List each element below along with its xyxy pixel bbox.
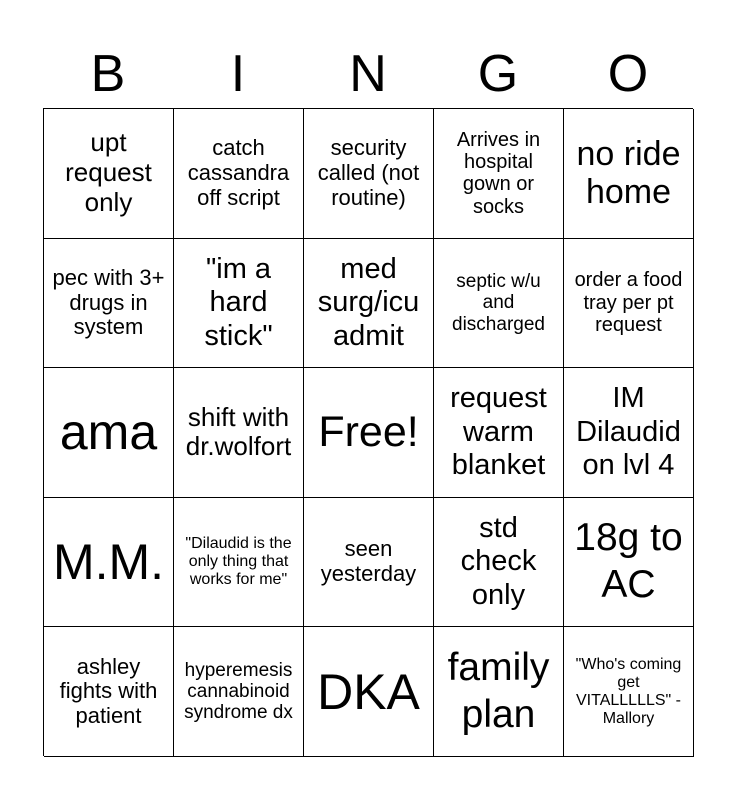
bingo-cell[interactable] — [304, 498, 434, 628]
cell-text: hyperemesis cannabinoid syndrome dx — [184, 659, 293, 724]
cell-text: upt request only — [65, 127, 152, 218]
cell-text: catch cassandra off script — [187, 135, 290, 210]
bingo-cell[interactable] — [174, 498, 304, 628]
bingo-cell[interactable] — [44, 109, 174, 239]
cell-text: no ride home — [576, 135, 681, 212]
cell-text: ashley fights with patient — [59, 653, 158, 728]
bingo-card — [43, 108, 693, 756]
header-letter-b: B — [90, 45, 126, 103]
bingo-cell[interactable] — [304, 239, 434, 369]
cell-text: M.M. — [52, 534, 165, 591]
bingo-cell[interactable] — [44, 239, 174, 369]
bingo-cell[interactable] — [174, 239, 304, 369]
bingo-cell[interactable] — [44, 498, 174, 628]
bingo-cell[interactable] — [564, 498, 694, 628]
bingo-cell[interactable] — [304, 109, 434, 239]
bingo-cell[interactable] — [564, 239, 694, 369]
cell-text: "Dilaudid is the only thing that works for me" — [185, 535, 292, 589]
cell-text: Free! — [318, 408, 419, 457]
header-letter-i: I — [230, 45, 246, 103]
cell-text: pec with 3+ drugs in system — [52, 264, 165, 340]
bingo-cell[interactable] — [564, 627, 694, 757]
cell-text: seen yesterday — [320, 536, 417, 587]
cell-text: IM Dilaudid on lvl 4 — [576, 382, 681, 482]
bingo-cell[interactable] — [174, 627, 304, 757]
bingo-cell[interactable] — [434, 368, 564, 498]
bingo-cell[interactable] — [434, 109, 564, 239]
bingo-cell[interactable] — [434, 239, 564, 369]
bingo-cell[interactable] — [304, 627, 434, 757]
free-space-cell[interactable] — [304, 368, 434, 498]
bingo-cell[interactable] — [174, 368, 304, 498]
bingo-cell[interactable] — [174, 109, 304, 239]
cell-text: 18g to AC — [574, 516, 683, 607]
cell-text: "Who's coming get VITALLLLLS" - Mallory — [575, 655, 682, 727]
header-letter-g: G — [477, 45, 519, 103]
cell-text: Arrives in hospital gown or socks — [456, 128, 541, 218]
cell-text: ama — [59, 404, 158, 461]
bingo-cell[interactable] — [44, 368, 174, 498]
cell-text: order a food tray per pt request — [574, 269, 683, 337]
cell-text: family plan — [447, 645, 550, 736]
bingo-cell[interactable] — [564, 109, 694, 239]
cell-text: shift with dr.wolfort — [185, 401, 292, 462]
cell-text: request warm blanket — [450, 382, 547, 482]
bingo-cell[interactable] — [564, 368, 694, 498]
header-letter-n: N — [349, 45, 387, 103]
cell-text: security called (not routine) — [317, 135, 420, 210]
bingo-cell[interactable] — [434, 627, 564, 757]
cell-text: DKA — [317, 663, 420, 720]
cell-text: septic w/u and discharged — [452, 270, 545, 335]
header-letter-o: O — [607, 45, 649, 103]
bingo-cell[interactable] — [434, 498, 564, 628]
bingo-cell[interactable] — [44, 627, 174, 757]
cell-text: std check only — [460, 512, 537, 611]
cell-text: "im a hard stick" — [204, 252, 273, 352]
cell-text: med surg/icu admit — [317, 252, 420, 352]
bingo-header — [43, 40, 693, 108]
